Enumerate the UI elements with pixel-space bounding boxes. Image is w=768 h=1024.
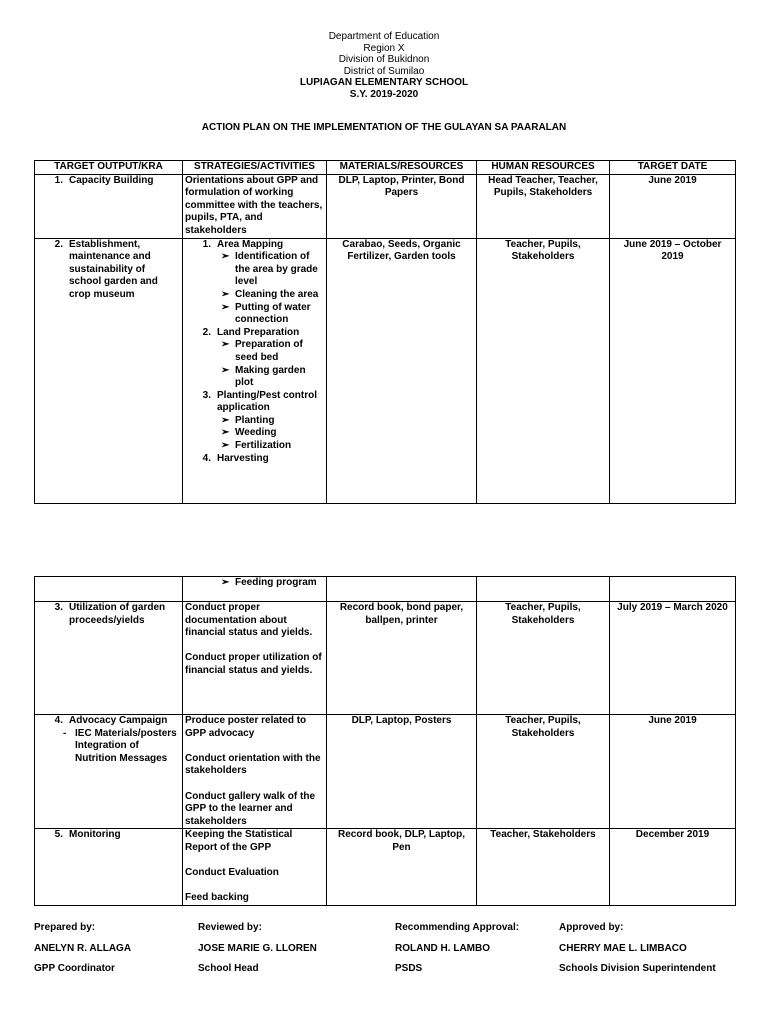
target-date-cell: June 2019	[610, 715, 736, 829]
materials-cell: Record book, DLP, Laptop, Pen	[327, 829, 477, 906]
strategy-cell: Keeping the Statistical Report of the GPP Conduct Evaluation Feed backing	[183, 829, 327, 906]
arrow-bullet-icon: ➢	[221, 251, 230, 263]
action-plan-table-continued	[34, 576, 736, 906]
strategy-cell: 1. Area Mapping ➢ Identification of the area by grade level ➢ Cleaning the area ➢ Putting of water connection 2. Land Preparation ➢ Preparation of seed bed ➢ Making garden plot 3. Planting/Pest control application ➢ Planting ➢ Weeding ➢ Fertilization 4. Harvesting	[183, 238, 327, 503]
school-name: LUPIAGAN ELEMENTARY SCHOOL	[299, 77, 469, 88]
table-row	[35, 715, 736, 829]
table-header-row	[35, 161, 736, 175]
table-row	[35, 829, 736, 906]
human-resources-cell: Teacher, Pupils, Stakeholders	[477, 602, 610, 715]
kra-cell: 1. Capacity Building	[35, 174, 183, 238]
header-line: Division of Bukidnon	[338, 54, 430, 65]
kra-cell: 3. Utilization of garden proceeds/yields	[35, 602, 183, 715]
signatory-label: Recommending Approval:	[395, 922, 520, 933]
arrow-bullet-icon: ➢	[221, 414, 230, 426]
signatory-position: School Head	[198, 963, 259, 974]
kra-cell: 4. Advocacy Campaign - IEC Materials/posters Integration of Nutrition Messages	[35, 715, 183, 829]
human-resources-cell: Teacher, Pupils, Stakeholders	[477, 715, 610, 829]
signatory-name: JOSE MARIE G. LLOREN	[198, 942, 317, 954]
strategy-cell: Conduct proper documentation about financial status and yields. Conduct proper utilization of financial status and yields.	[183, 602, 327, 715]
document-header	[0, 31, 768, 100]
column-header: MATERIALS/RESOURCES	[327, 161, 477, 175]
column-header: HUMAN RESOURCES	[477, 161, 610, 175]
kra-cell: 2. Establishment, maintenance and sustainability of school garden and crop museum	[35, 238, 183, 503]
action-plan-table	[34, 160, 736, 504]
table-row	[35, 174, 736, 238]
materials-cell: Record book, bond paper, ballpen, printer	[327, 602, 477, 715]
signatory-approved	[559, 922, 716, 984]
arrow-bullet-icon: ➢	[221, 364, 230, 376]
signatory-name: ANELYN R. ALLAGA	[34, 942, 132, 954]
signatory-prepared	[34, 922, 131, 984]
signatory-position: Schools Division Superintendent	[559, 963, 716, 974]
strategy-cell: ➢ Feeding program	[183, 577, 327, 602]
target-date-cell: December 2019	[610, 829, 736, 906]
materials-cell: DLP, Laptop, Printer, Bond Papers	[327, 174, 477, 238]
target-date-cell: June 2019 – October 2019	[610, 238, 736, 503]
header-line: Department of Education	[328, 31, 440, 42]
strategy-cell: Orientations about GPP and formulation of working committee with the teachers, pupils, PTA, and stakeholders	[183, 174, 327, 238]
table-row	[35, 238, 736, 503]
signatory-label: Approved by:	[559, 922, 624, 933]
signatory-label: Reviewed by:	[198, 922, 262, 933]
column-header: TARGET OUTPUT/KRA	[35, 161, 183, 175]
target-date-cell: June 2019	[610, 174, 736, 238]
target-date-cell: July 2019 – March 2020	[610, 602, 736, 715]
column-header: TARGET DATE	[610, 161, 736, 175]
kra-cell: 5. Monitoring	[35, 829, 183, 906]
signatory-label: Prepared by:	[34, 922, 96, 933]
signatory-position: PSDS	[395, 963, 423, 974]
document-title: ACTION PLAN ON THE IMPLEMENTATION OF THE GULAYAN SA PAARALAN	[201, 122, 567, 133]
table-row	[35, 577, 736, 602]
arrow-bullet-icon: ➢	[221, 427, 230, 439]
arrow-bullet-icon: ➢	[221, 301, 230, 313]
header-line: Region X	[363, 42, 405, 54]
signatory-recommending	[395, 922, 519, 984]
materials-cell: Carabao, Seeds, Organic Fertilizer, Garden tools	[327, 238, 477, 503]
arrow-bullet-icon: ➢	[221, 577, 230, 588]
header-line: District of Sumilao	[343, 65, 425, 77]
school-year: S.Y. 2019-2020	[349, 88, 419, 100]
arrow-bullet-icon: ➢	[221, 288, 230, 300]
arrow-bullet-icon: ➢	[221, 440, 230, 452]
human-resources-cell: Head Teacher, Teacher, Pupils, Stakeholders	[477, 174, 610, 238]
arrow-bullet-icon: ➢	[221, 339, 230, 351]
signatory-position: GPP Coordinator	[34, 963, 115, 974]
signatory-name: ROLAND H. LAMBO	[395, 942, 490, 954]
materials-cell: DLP, Laptop, Posters	[327, 715, 477, 829]
strategy-cell: Produce poster related to GPP advocacy Conduct orientation with the stakeholders Conduct gallery walk of the GPP to the learner and stakeholders	[183, 715, 327, 829]
table-row	[35, 602, 736, 715]
signatory-name: CHERRY MAE L. LIMBACO	[559, 942, 687, 954]
column-header: STRATEGIES/ACTIVITIES	[183, 161, 327, 175]
signatory-reviewed	[198, 922, 317, 984]
human-resources-cell: Teacher, Pupils, Stakeholders	[477, 238, 610, 503]
human-resources-cell: Teacher, Stakeholders	[477, 829, 610, 906]
